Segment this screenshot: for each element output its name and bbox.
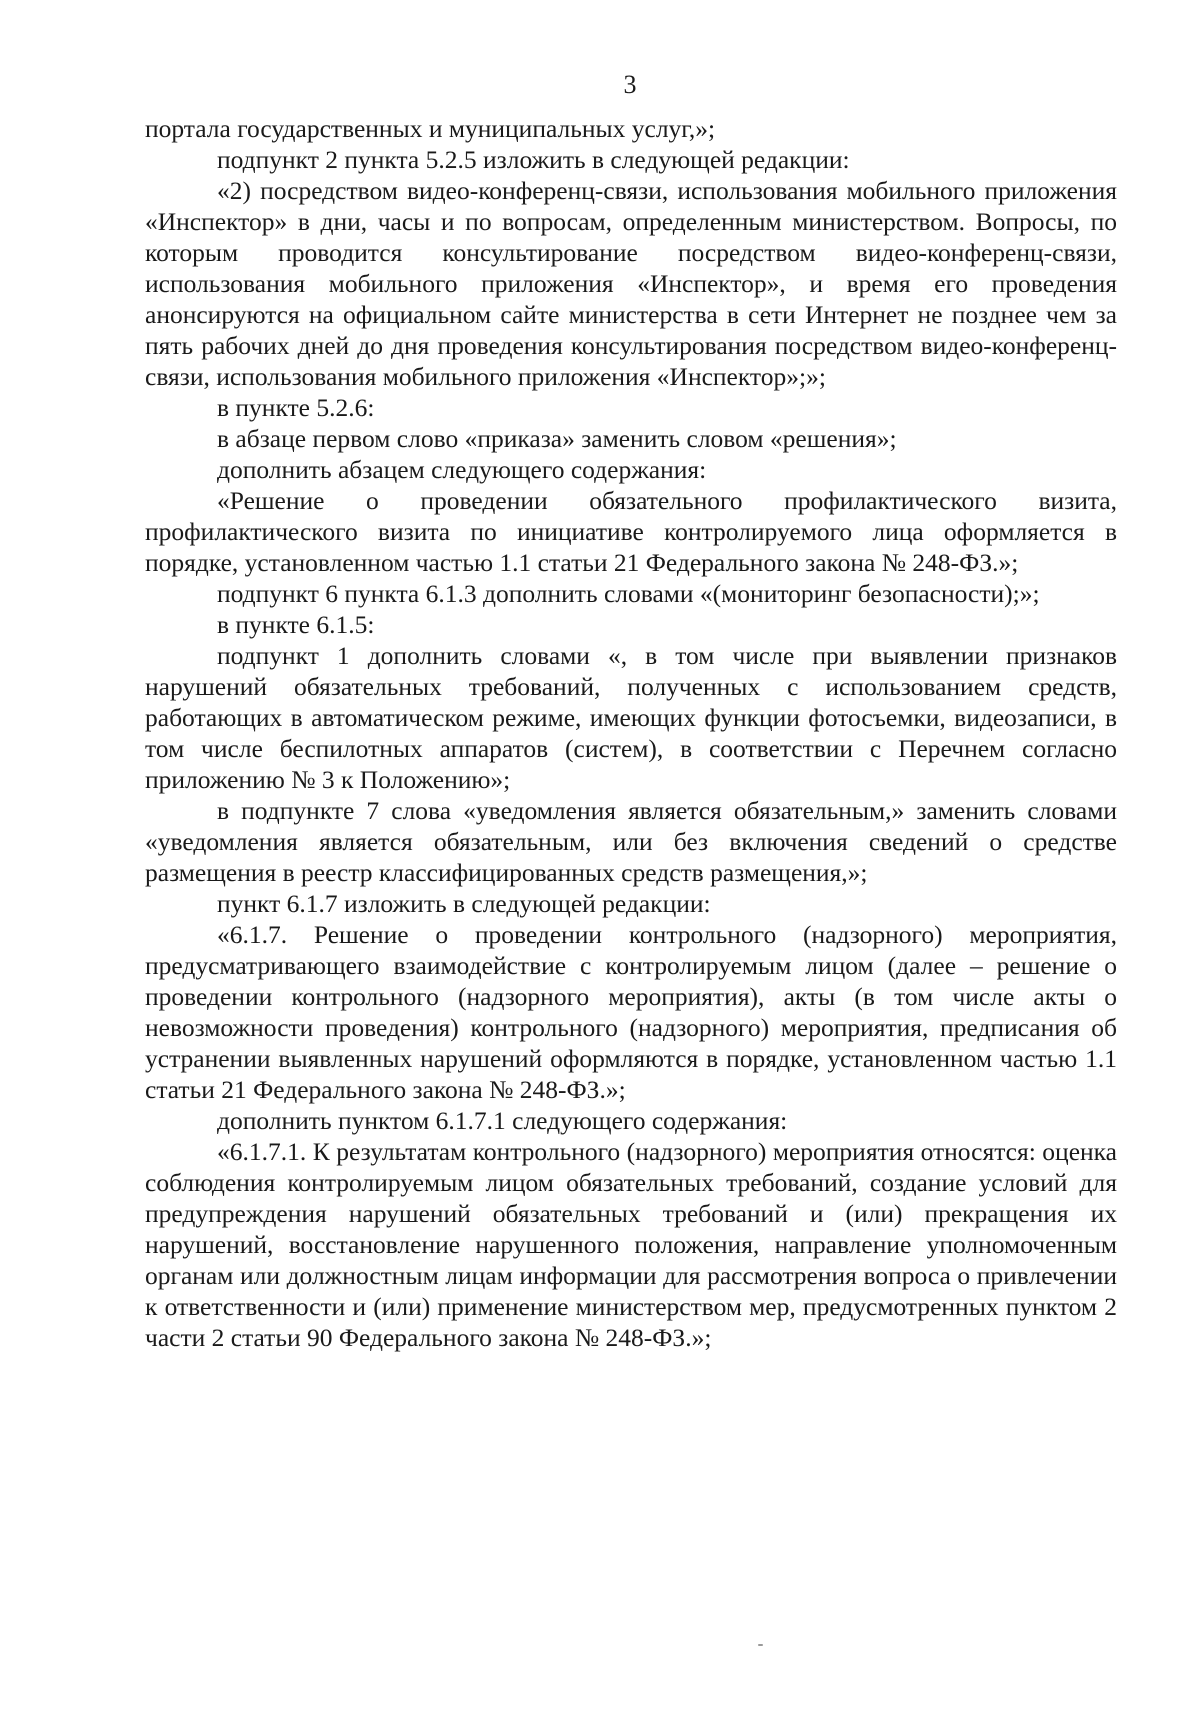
document-body	[145, 113, 1117, 1353]
paragraph-1: портала государственных и муниципальных услуг,»;	[145, 114, 716, 143]
scan-artifact	[758, 1644, 763, 1646]
paragraph-5: в абзаце первом слово «приказа» заменить словом «решения»;	[217, 424, 897, 453]
paragraph-2: подпункт 2 пункта 5.2.5 изложить в следующей редакции:	[217, 145, 850, 174]
paragraph-3: «2) посредством видео-конференц-связи, использования мобильного приложения «Инспектор» в дни, часы и по вопросам, определенным министерством. Вопросы, по которым проводится консультирование посредством видео-конференц-связи, использования мобильного приложения «Инспектор», и время его проведения анонсируются на официальном сайте министерства в сети Интернет не позднее чем за пять рабочих дней до дня проведения консультирования посредством видео-конференц-связи, использования мобильного приложения «Инспектор»;»;	[145, 176, 1117, 391]
paragraph-14: дополнить пунктом 6.1.7.1 следующего содержания:	[217, 1106, 788, 1135]
page-number: 3	[623, 70, 637, 99]
paragraph-8: подпункт 6 пункта 6.1.3 дополнить словами «(мониторинг безопасности);»;	[217, 579, 1040, 608]
paragraph-9: в пункте 6.1.5:	[217, 610, 375, 639]
paragraph-6: дополнить абзацем следующего содержания:	[217, 455, 707, 484]
paragraph-15: «6.1.7.1. К результатам контрольного (надзорного) мероприятия относятся: оценка соблюдения контролируемым лицом обязательных требований, создание условий для предупреждения нарушений обязательных требований и (или) прекращения их нарушений, восстановление нарушенного положения, направление уполномоченным органам или должностным лицам информации для рассмотрения вопроса о привлечении к ответственности и (или) применение министерством мер, предусмотренных пунктом 2 части 2 статьи 90 Федерального закона № 248-ФЗ.»;	[145, 1137, 1117, 1352]
paragraph-7: «Решение о проведении обязательного профилактического визита, профилактического визита по инициативе контролируемого лица оформляется в порядке, установленном частью 1.1 статьи 21 Федерального закона № 248-ФЗ.»;	[145, 486, 1117, 577]
paragraph-12: пункт 6.1.7 изложить в следующей редакции:	[217, 889, 711, 918]
paragraph-13: «6.1.7. Решение о проведении контрольного (надзорного) мероприятия, предусматривающего взаимодействие с контролируемым лицом (далее – решение о проведении контрольного (надзорного мероприятия), акты (в том числе акты о невозможности проведения) контрольного (надзорного) мероприятия, предписания об устранении выявленных нарушений оформляются в порядке, установленном частью 1.1 статьи 21 Федерального закона № 248-ФЗ.»;	[145, 920, 1117, 1104]
paragraph-4: в пункте 5.2.6:	[217, 393, 375, 422]
paragraph-11: в подпункте 7 слова «уведомления является обязательным,» заменить словами «уведомления является обязательным, или без включения сведений о средстве размещения в реестр классифицированных средств размещения,»;	[145, 796, 1117, 887]
paragraph-10: подпункт 1 дополнить словами «, в том числе при выявлении признаков нарушений обязательных требований, полученных с использованием средств, работающих в автоматическом режиме, имеющих функции фотосъемки, видеозаписи, в том числе беспилотных аппаратов (систем), в соответствии с Перечнем согласно приложению № 3 к Положению»;	[145, 641, 1117, 794]
